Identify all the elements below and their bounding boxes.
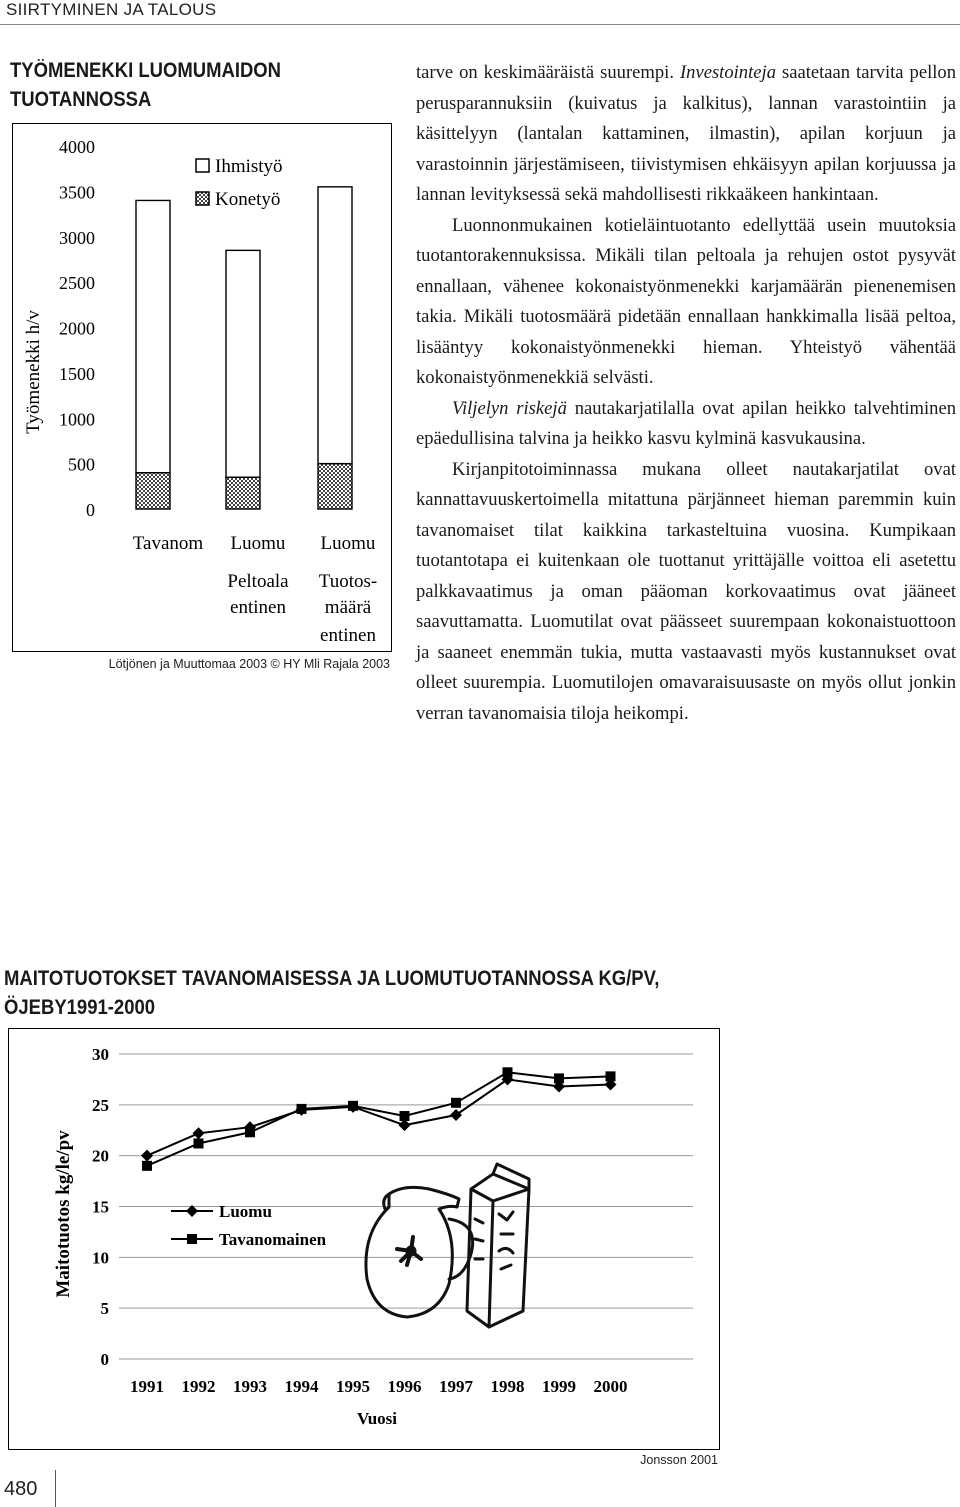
category-label: Tavanom [132, 533, 204, 554]
header-divider [0, 24, 960, 25]
x-tick-label: 1991 [130, 1377, 164, 1396]
figure2-title [4, 964, 673, 1022]
y-axis-label: Työmenekki h/v [23, 310, 44, 434]
category-label: Tuotos- [318, 571, 378, 592]
figure2-title-line2: ÖJEBY1991-2000 [4, 996, 156, 1019]
x-tick-label: 1998 [490, 1377, 525, 1396]
data-point-tavanomainen [245, 1127, 255, 1137]
y-tick-label: 10 [92, 1248, 109, 1268]
x-tick-label: 1992 [181, 1377, 216, 1396]
bar-segment-ihmistyo [318, 187, 352, 464]
x-tick-label: 1996 [387, 1377, 422, 1396]
data-point-tavanomainen [348, 1101, 358, 1111]
category-label: Luomu [320, 533, 376, 554]
y-tick-label: 4000 [59, 137, 95, 157]
bar-segment-konetyo [136, 473, 170, 509]
bar-segment-ihmistyo [136, 200, 170, 472]
category-label: määrä [324, 597, 372, 618]
y-tick-label: 500 [68, 454, 95, 475]
legend-marker [187, 1234, 197, 1244]
text-run: saatetaan tarvita pellon perusparannuksiin (kuivatus ja kalkitus), lannan varastointiin ja käsittelyyn (lantalan kattaminen, ilmastin), apilan korjuun ja varastoinnin järjestämiseen, tiivistymisen ehkäisyyn apilan korjuussa ja lannan levityksessä sekä mahdollisesti rikkaäkeen hankintaan. [416, 62, 956, 205]
legend-label-konetyo: Konetyö [215, 189, 281, 210]
data-point-tavanomainen [142, 1161, 152, 1171]
page-number: 480 [4, 1478, 38, 1500]
text-run: nautakarjatilalla ovat apilan heikko talvehtiminen epäedullisina talvina ja heikko kasvu kylminä kasvukausina. [416, 397, 956, 449]
y-tick-label: 2500 [59, 273, 95, 294]
y-tick-label: 25 [92, 1095, 109, 1115]
y-tick-label: 3500 [59, 182, 95, 203]
x-tick-label: 1995 [336, 1377, 370, 1396]
x-tick-label: 1999 [542, 1377, 576, 1396]
series-line-luomu [147, 1079, 611, 1155]
data-point-luomu [141, 1150, 153, 1162]
section-header: SIIRTYMINEN JA TALOUS [6, 0, 217, 19]
legend-swatch-ihmistyo [196, 159, 209, 172]
paragraph: Kirjanpitotoiminnassa mukana olleet nautakarjatilat ovat kannattavuuskertoimella mitattuna pärjänneet hieman paremmin kuin tavanomaiset tilat kaikkina tarkasteltuina vuosina. Kumpikaan tuotantotapa ei kuitenkaan ole tuottanut yrittäjälle voittoa eli asetettu palkkavaatimus ja oman pääoman korkovaatimus ovat jääneet saavuttamatta. Luomutilat ovat päässeet suurempaan kokonaistuottoon ja saaneet enemmän tukia, mutta vastaavasti myös kustannukset ovat olleet suurempia. Luomutilojen omavaraisuusaste on myös ollut jonkin verran tavanomaisia tiloja heikompi. [416, 458, 956, 724]
figure2-title-line1: MAITOTUOTOKSET TAVANOMAISESSA JA LUOMUTUOTANNOSSA KG/PV, [4, 967, 660, 990]
y-tick-label: 30 [92, 1045, 109, 1064]
y-tick-label: 1500 [59, 363, 95, 384]
data-point-tavanomainen [297, 1104, 307, 1114]
category-label: Luomu [230, 533, 286, 554]
chart-legend [196, 156, 283, 210]
data-point-tavanomainen [606, 1071, 616, 1081]
legend-swatch-konetyo [196, 192, 209, 205]
category-label: entinen [320, 625, 376, 646]
chart-legend [171, 1202, 327, 1249]
legend-label: Luomu [219, 1202, 272, 1221]
legend-label: Tavanomainen [219, 1230, 327, 1249]
figure1-title-line1: TYÖMENEKKI LUOMUMAIDON [10, 59, 282, 82]
figure2-frame [8, 1028, 720, 1450]
data-point-luomu [193, 1127, 205, 1139]
emphasis: Investointeja [679, 62, 776, 83]
figure1-title [10, 56, 353, 114]
milk-jug-illustration [366, 1164, 529, 1327]
x-tick-label: 1993 [233, 1377, 267, 1396]
x-axis-label: Vuosi [356, 1409, 398, 1428]
bar-segment-ihmistyo [226, 250, 260, 477]
y-tick-label: 0 [100, 1350, 109, 1369]
y-tick-label: 5 [100, 1299, 109, 1319]
data-point-luomu [450, 1109, 462, 1121]
y-tick-label: 2000 [59, 318, 95, 339]
paragraph [416, 394, 956, 455]
page-number-divider [55, 1470, 56, 1507]
y-tick-label: 0 [86, 500, 95, 520]
legend-label-ihmistyo: Ihmistyö [215, 156, 283, 177]
data-point-tavanomainen [400, 1111, 410, 1121]
text-run: tarve on keskimääräistä suurempi. [416, 62, 680, 83]
y-tick-label: 20 [92, 1146, 109, 1166]
bar-segment-konetyo [318, 464, 352, 509]
series-line-tavanomainen [147, 1072, 611, 1166]
data-point-tavanomainen [554, 1073, 564, 1083]
y-axis-label: Maitotuotos kg/le/pv [53, 1130, 74, 1298]
x-tick-label: 2000 [593, 1377, 628, 1396]
bar-segment-konetyo [226, 477, 260, 509]
paragraph: Luonnonmukainen kotieläintuotanto edellyttää usein muutoksia tuotantorakennuksissa. Mikäli tilan peltoala ja rehujen ostot pysyvät ennallaan, vähenee kokonaistyönmenekki karjamäärän pienenemisen takia. Mikäli tuotosmäärä pidetään ennallaan hankkimalla lisää peltoa, lisääntyy kokonaistyönmenekki hieman. Yhteistyö vähentää kokonaistyönmenekkiä selvästi. [416, 214, 956, 388]
figure2-source: Jonsson 2001 [640, 1453, 718, 1467]
data-point-tavanomainen [194, 1138, 204, 1148]
category-label: Peltoala [227, 571, 289, 592]
data-point-tavanomainen [503, 1067, 513, 1077]
category-label: entinen [230, 597, 286, 618]
data-point-tavanomainen [451, 1098, 461, 1108]
emphasis: Viljelyn riskejä [452, 397, 567, 419]
figure1-title-line2: TUOTANNOSSA [10, 88, 152, 111]
paragraph [416, 58, 956, 211]
milk-yield-chart [9, 1029, 719, 1449]
figure1-source: Lötjönen ja Muuttomaa 2003 © HY Mli Rajala 2003 [108, 657, 390, 671]
y-tick-label: 1000 [59, 409, 95, 430]
article-body [416, 58, 956, 729]
x-tick-label: 1994 [284, 1377, 319, 1396]
figure1-frame [12, 123, 392, 652]
x-tick-label: 1997 [439, 1377, 473, 1396]
y-tick-label: 3000 [59, 227, 95, 248]
y-tick-label: 15 [92, 1197, 109, 1217]
labor-chart [13, 124, 391, 651]
